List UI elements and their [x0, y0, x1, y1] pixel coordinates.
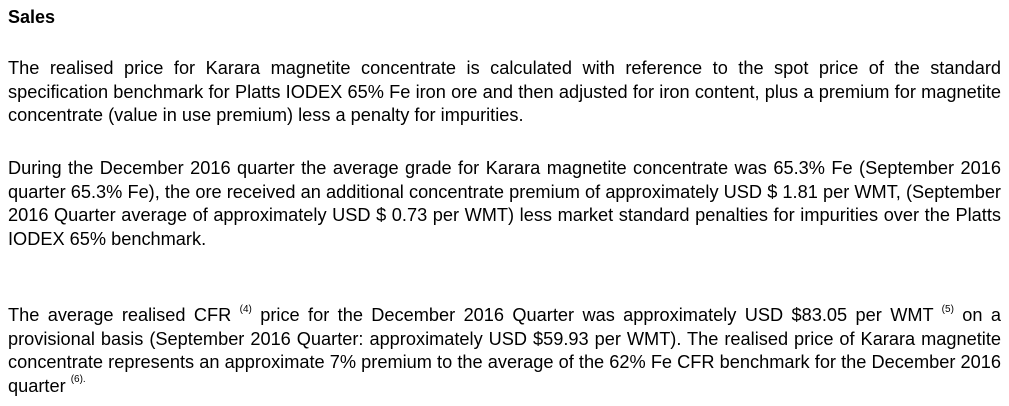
paragraph-grade-premium: During the December 2016 quarter the average grade for Karara magnetite concentrate was 65.3% Fe (September 2016 quarter 65.3% Fe), the ore received an additional concentrate premium of approximately USD $ 1.81 per WMT, (September 2016 Quarter average of approximately USD $ 0.73 per WMT) less market standard penalties for impurities over the Platts IODEX 65% benchmark. — [8, 158, 1001, 249]
section-heading: Sales — [8, 7, 56, 27]
p3-text-1: The average realised CFR — [8, 305, 240, 325]
footnote-ref-5: (5) — [941, 303, 954, 315]
paragraph-realised-price — [8, 304, 1001, 398]
paragraph-pricing-method: The realised price for Karara magnetite concentrate is calculated with reference to the spot price of the standard specification benchmark for Platts IODEX 65% Fe iron ore and then adjusted for iron content, plus a premium for magnetite concentrate (value in use premium) less a penalty for impurities. — [8, 58, 1001, 125]
footnote-ref-4: (4) — [239, 303, 252, 315]
p3-text-2: price for the December 2016 Quarter was approximately USD $83.05 per WMT — [251, 305, 942, 325]
footnote-ref-6: (6). — [70, 374, 86, 386]
p3-text-3: on a provisional basis (September 2016 Quarter: approximately USD $59.93 per WMT). The realised price of Karara magnetite concentrate represents an approximate 7% premium to the average of the 62% Fe CFR benchmark for the December 2016 quarter — [8, 305, 1002, 396]
